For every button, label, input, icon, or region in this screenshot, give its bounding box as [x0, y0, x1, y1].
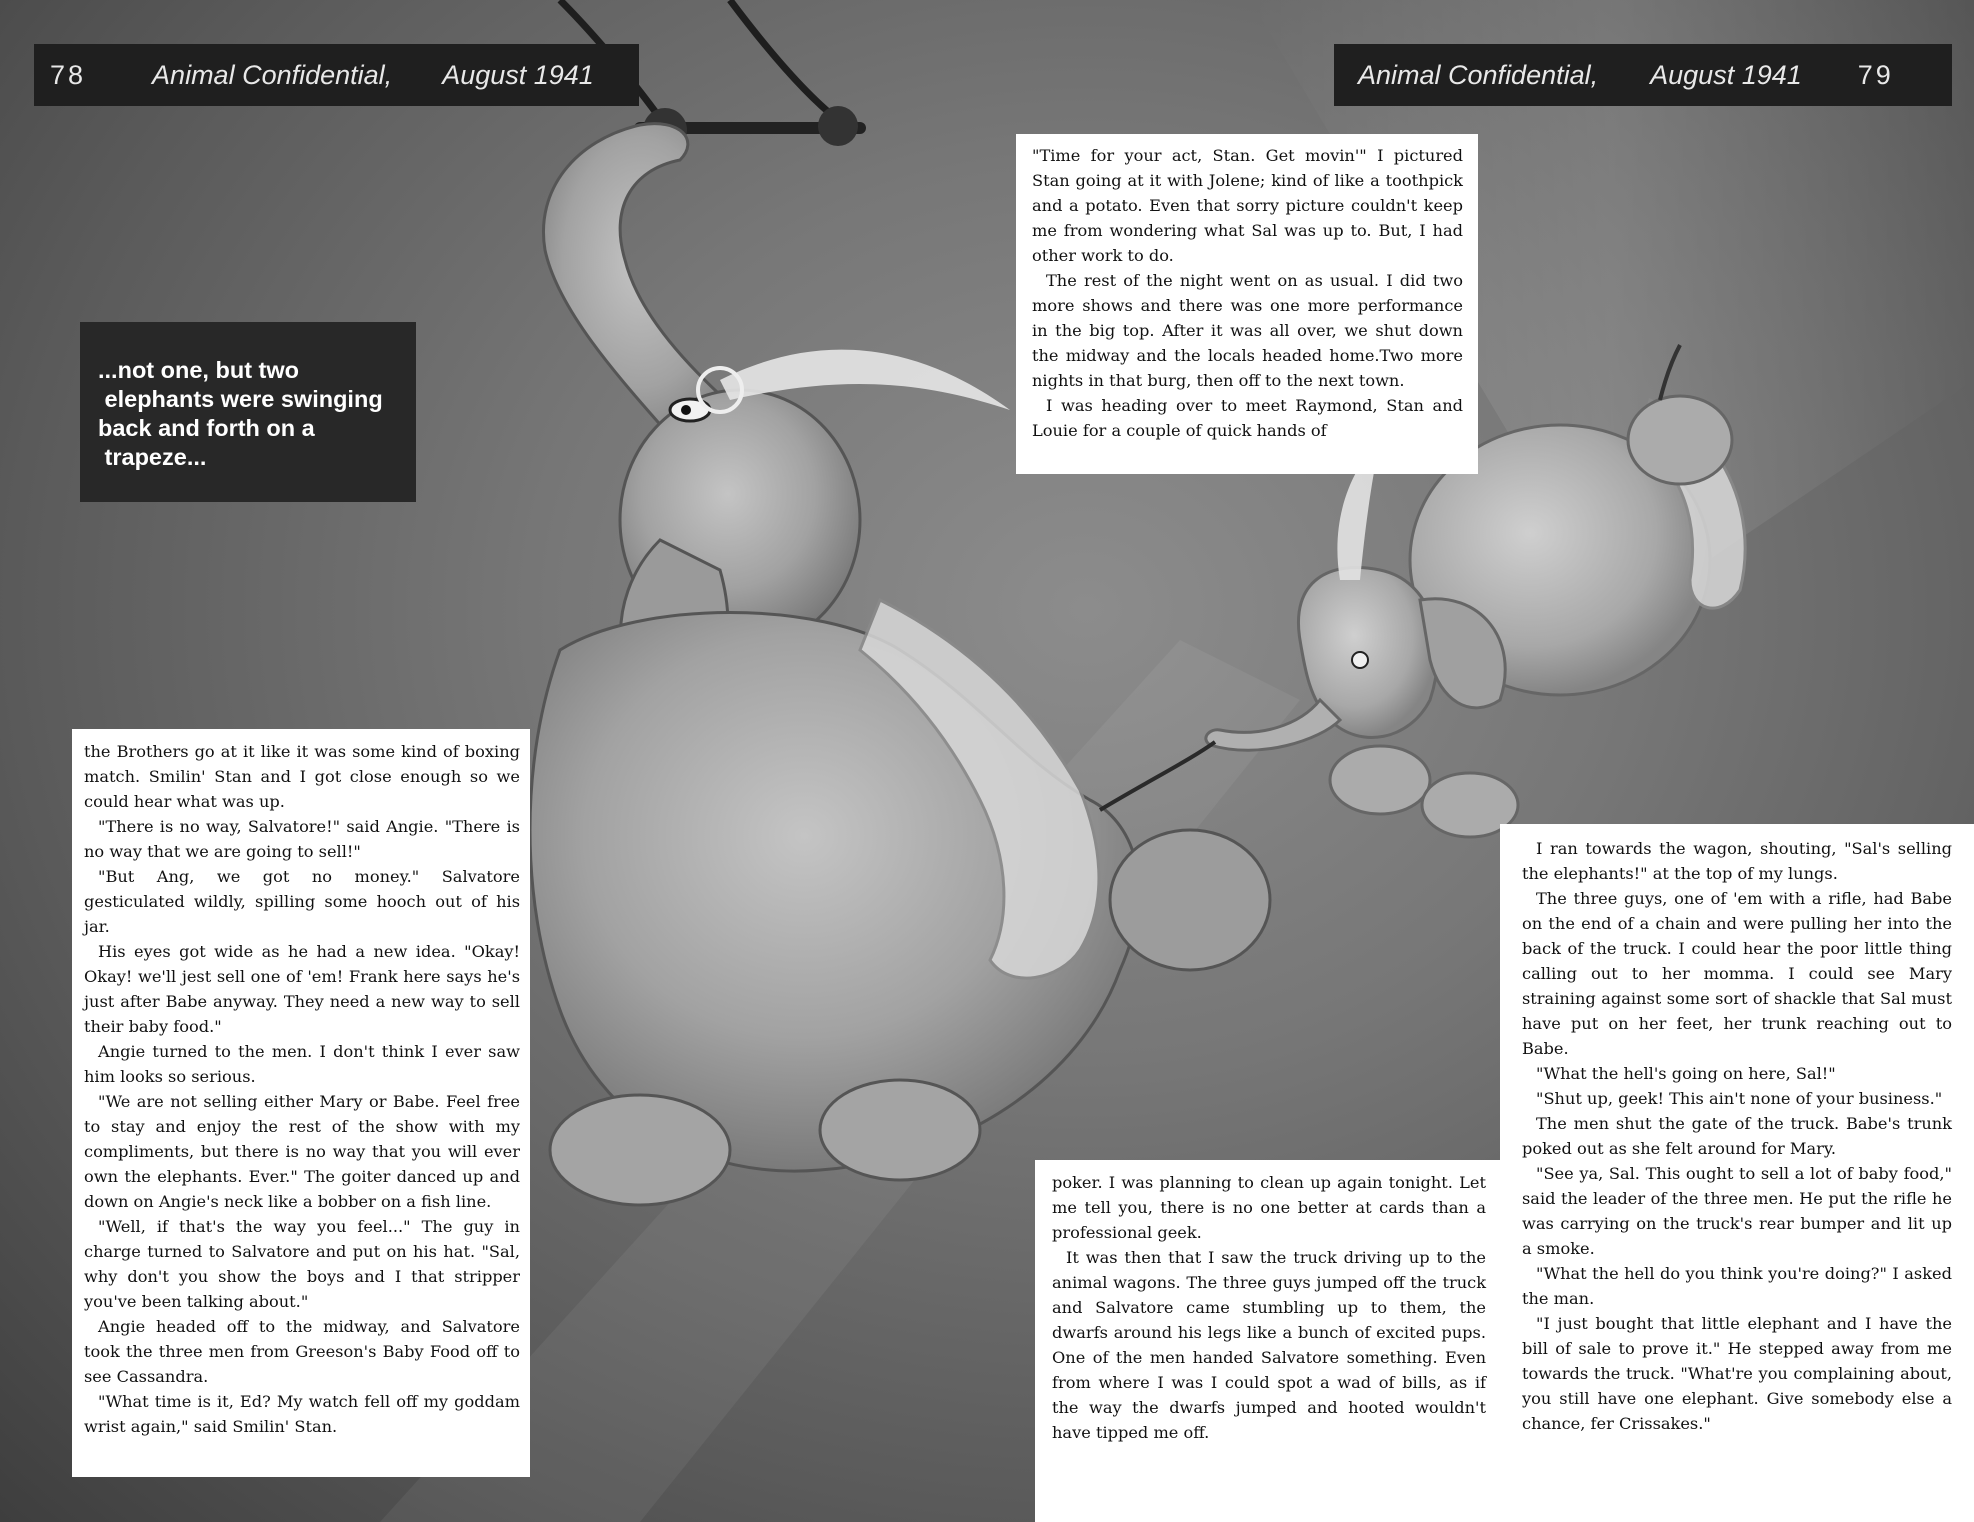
big-elephant-foot: [550, 1095, 730, 1205]
big-elephant-foot: [820, 1080, 980, 1180]
pull-quote: ...not one, but two elephants were swinging back and forth on a trapeze...: [80, 322, 416, 502]
big-elephant-foot: [1110, 830, 1270, 970]
paragraph: "See ya, Sal. This ought to sell a lot of baby food," said the leader of the three men. He put the rifle he was carrying on the truck's rear bumper and lit up a smoke.: [1522, 1164, 1952, 1258]
paragraph: Angie headed off to the midway, and Salvatore took the three men from Greeson's Baby Food off to see Cassandra.: [84, 1317, 520, 1386]
paragraph: "Shut up, geek! This ain't none of your business.": [1536, 1089, 1943, 1108]
paragraph: The rest of the night went on as usual. I did two more shows and there was one more performance in the big top. After it was all over, we shut down the midway and the locals headed home.Two more nights in that burg, then off to the next town.: [1032, 271, 1463, 390]
left-issue-date: August 1941: [442, 59, 594, 90]
paragraph: "I just bought that little elephant and I have the bill of sale to prove it." He stepped away from me towards the truck. "What're you complaining about, you still have one elephant. Give somebody else a chance, fer Crissakes.": [1522, 1314, 1952, 1433]
small-elephant-foot: [1330, 746, 1430, 814]
paragraph: I was heading over to meet Raymond, Stan and Louie for a couple of quick hands of: [1032, 396, 1463, 440]
left-page-header: [34, 44, 639, 106]
paragraph: The three guys, one of 'em with a rifle, had Babe on the end of a chain and were pulling her into the back of the truck. I could hear the poor little thing calling out to her momma. I could see Mary straining against some sort of shackle that Sal must have put on her feet, her trunk reaching out to Babe.: [1522, 889, 1952, 1058]
paragraph: Angie turned to the men. I don't think I ever saw him looks so serious.: [84, 1042, 520, 1086]
paragraph: I ran towards the wagon, shouting, "Sal's selling the elephants!" at the top of my lungs.: [1522, 839, 1952, 883]
left-publication-title: Animal Confidential,: [152, 59, 393, 90]
paragraph: "What the hell do you think you're doing?" I asked the man.: [1522, 1264, 1952, 1308]
paragraph: "But Ang, we got no money." Salvatore gesticulated wildly, spilling some hooch out of his jar.: [84, 867, 520, 936]
small-elephant-foot: [1628, 396, 1732, 484]
paragraph: "Well, if that's the way you feel..." The guy in charge turned to Salvatore and put on his hat. "Sal, why don't you show the boys and I that stripper you've been talking about.": [84, 1217, 520, 1311]
paragraph: "What time is it, Ed? My watch fell off my goddam wrist again," said Smilin' Stan.: [84, 1392, 520, 1436]
text-column-top-right: [1016, 134, 1478, 474]
trapeze-rope-right: [730, 0, 838, 120]
left-page-number: 78: [50, 59, 87, 90]
paragraph: It was then that I saw the truck driving up to the animal wagons. The three guys jumped off the truck and Salvatore came stumbling up to them, the dwarfs around his legs like a bunch of excited pups. One of the men handed Salvatore something. Even from where I was I could spot a wad of bills, as if the way the dwarfs jumped and hooted wouldn't have tipped me off.: [1052, 1248, 1486, 1442]
trapeze-bar-end: [818, 106, 858, 146]
small-elephant-eye: [1352, 652, 1368, 668]
paragraph: "There is no way, Salvatore!" said Angie. "There is no way that we are going to sell!": [84, 817, 520, 861]
text-column-bottom-right: [1500, 824, 1974, 1522]
paragraph: The men shut the gate of the truck. Babe's trunk poked out as she felt around for Mary.: [1522, 1114, 1952, 1158]
right-page-header: [1334, 44, 1952, 106]
text-column-left-page: [72, 729, 530, 1477]
big-elephant-pupil: [681, 405, 691, 415]
right-issue-date: August 1941: [1650, 59, 1802, 90]
paragraph: "What the hell's going on here, Sal!": [1536, 1064, 1836, 1083]
paragraph: His eyes got wide as he had a new idea. "Okay! Okay! we'll jest sell one of 'em! Frank here says he's just after Babe anyway. They need a new way to sell their baby food.": [84, 942, 520, 1036]
paragraph: poker. I was planning to clean up again tonight. Let me tell you, there is no one better at cards than a professional geek.: [1052, 1173, 1486, 1242]
paragraph: "Time for your act, Stan. Get movin'" I pictured Stan going at it with Jolene; kind of like a toothpick and a potato. Even that sorry picture couldn't keep me from wondering what Sal was up to. But, I had other work to do.: [1032, 146, 1463, 265]
right-publication-title: Animal Confidential,: [1358, 59, 1599, 90]
paragraph: the Brothers go at it like it was some kind of boxing match. Smilin' Stan and I got close enough so we could hear what was up.: [84, 742, 520, 811]
text-column-bottom-middle: [1035, 1160, 1504, 1522]
paragraph: "We are not selling either Mary or Babe. Feel free to stay and enjoy the rest of the show with my compliments, but there is no way that you will ever own the elephants. Ever." The goiter danced up and down on Angie's neck like a bobber on a fish line.: [84, 1092, 520, 1211]
right-page-number: 79: [1857, 59, 1894, 90]
